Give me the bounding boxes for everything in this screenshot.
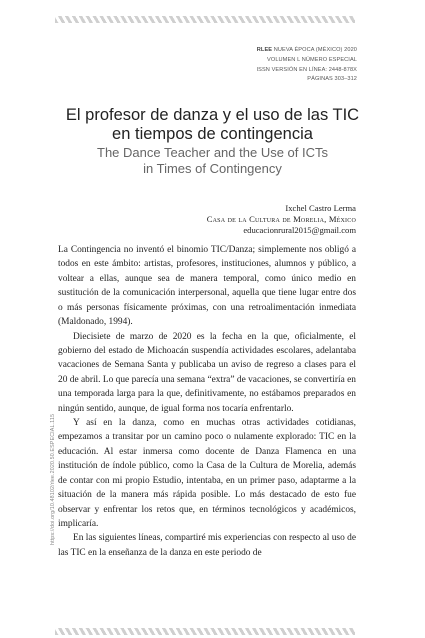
paragraph-4: En las siguientes líneas, compartiré mis experiencias con respecto al uso de las TIC en la enseñanza de la danza en este periodo de [58, 533, 356, 558]
doi-link[interactable]: https://doi.org/10.48102/rlee.2020.50.ESPECIAL.115 [50, 413, 56, 545]
journal-metadata [256, 46, 357, 85]
spanish-title-line-2: en tiempos de contingencia [112, 125, 313, 143]
article-title-block [40, 106, 385, 176]
top-decorative-stripe [55, 16, 355, 23]
journal-line-1 [256, 46, 357, 56]
author-affiliation: Casa de la Cultura de Morelia, México [206, 214, 356, 224]
paragraph-3: Y así en la danza, como en muchas otras actividades cotidianas, empezamos a transitar por un camino poco o nulamente explorado: TIC en la educación. Al estar inmersa como docente de Danza Flamenca en una institución de índole público, como la Casa de la Cultura de Morelia, además de contar con mi propio Estudio, intentaba, en un primer paso, adaptarme a la situación de la manera más rápida posible. Lo más destacado de esto fue observar y enfrentar los retos que, en términos tecnológicos y académicos, implicaría. [58, 418, 356, 530]
english-title [40, 145, 385, 176]
paragraph-2: Diecisiete de marzo de 2020 es la fecha en la que, oficialmente, el gobierno del estado de Michoacán suspendía actividades escolares, adelantaba vacaciones de Semana Santa y publicaba un aviso de regreso a clases para el 20 de abril. Lo que parecía una semana “extra” de vacaciones, se convertiría en una temporada larga para la que, definitivamente, no estábamos preparados en ningún sentido, aunque, de igual forma nos tocaría enfrentarlo. [58, 331, 356, 414]
author-name: Ixchel Castro Lerma [285, 203, 356, 213]
author-block [207, 203, 356, 236]
bottom-decorative-stripe [55, 628, 355, 635]
spanish-title-line-1: El profesor de danza y el uso de las TIC [65, 106, 360, 124]
journal-acronym: RLEE [256, 47, 273, 53]
journal-volume: VOLUMEN L NÚMERO ESPECIAL [267, 56, 357, 63]
journal-epoch: NUEVA ÉPOCA (MÉXICO) 2020 [272, 47, 357, 53]
journal-issn: ISSN VERSIÓN EN LÍNEA: 2448-878X [256, 66, 357, 73]
paragraph-1: La Contingencia no inventó el binomio TIC/Danza; simplemente nos obligó a todos en este ámbito: artistas, profesores, instituciones, alumnos y público, a voltear a ellas, aunque sea de manera temporal, como único medio en sustitución de la comunicación interpersonal, aquella que tiene lugar entre dos o más personas físicamente próximas, con una retroalimentación inmediata (Maldonado, 1994). [58, 245, 356, 328]
journal-pages: PÁGINAS 303–312 [307, 76, 357, 83]
english-title-line-1: The Dance Teacher and the Use of ICTs [97, 145, 328, 160]
english-title-line-2: in Times of Contingency [143, 160, 282, 176]
article-body [58, 243, 356, 560]
author-email[interactable]: educacionrural2015@gmail.com [243, 225, 356, 235]
spanish-title [40, 106, 385, 144]
